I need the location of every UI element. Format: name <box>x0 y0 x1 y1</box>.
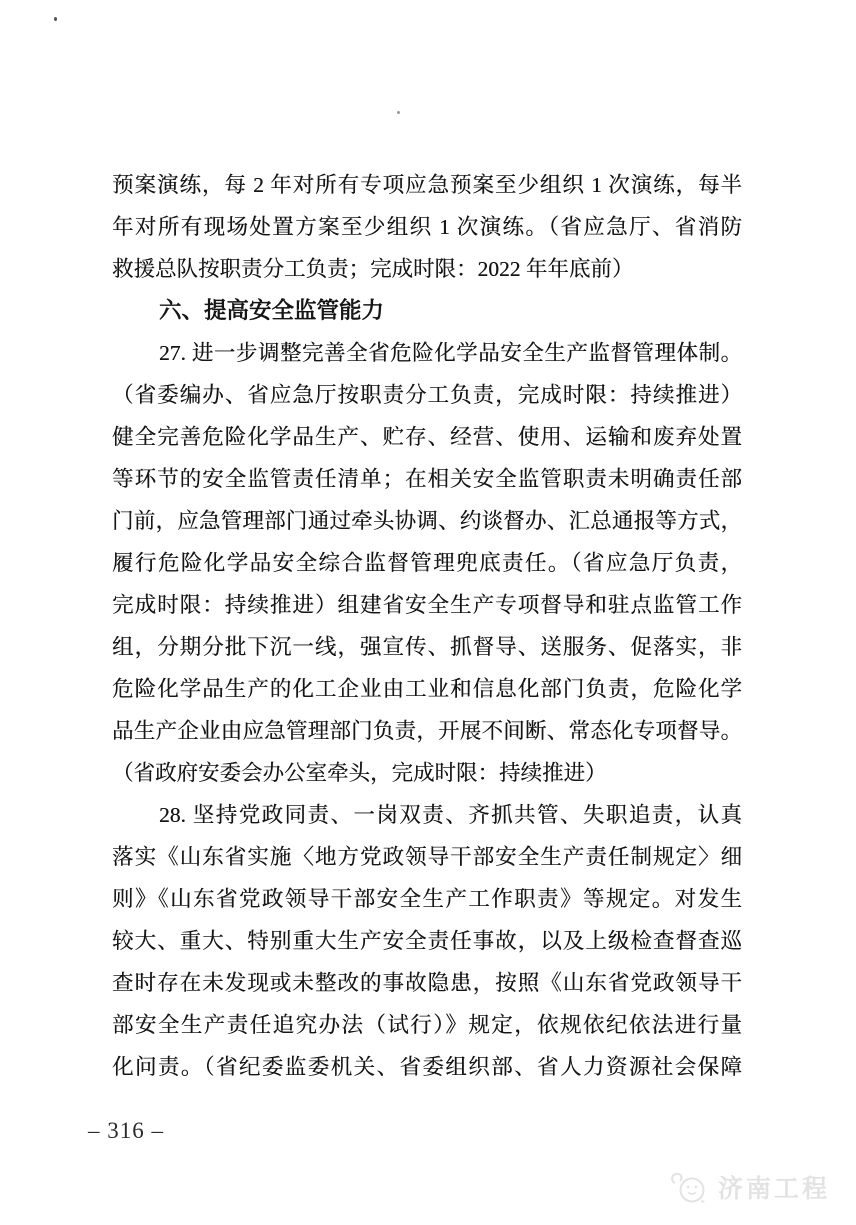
text-line: 等环节的安全监管责任清单；在相关安全监管职责未明确责任部 <box>112 467 742 491</box>
text-line: 较大、重大、特别重大生产安全责任事故，以及上级检查督查巡 <box>112 929 742 953</box>
text-line: 危险化学品生产的化工企业由工业和信息化部门负责，危险化学 <box>112 677 742 701</box>
text-line: 预案演练，每 2 年对所有专项应急预案至少组织 1 次演练，每半 <box>112 173 742 197</box>
text-line: 品生产企业由应急管理部门负责，开展不间断、常态化专项督导。 <box>112 719 742 743</box>
page-number: – 316 – <box>88 1118 164 1143</box>
text-line: 救援总队按职责分工负责；完成时限：2022 年年底前） <box>112 257 634 281</box>
scan-speck <box>397 111 400 114</box>
mascot-logo-icon <box>669 1169 709 1205</box>
text-line: 完成时限：持续推进）组建省安全生产专项督导和驻点监管工作 <box>112 593 742 617</box>
watermark <box>669 1169 830 1205</box>
text-line: 组，分期分批下沉一线，强宣传、抓督导、送服务、促落实，非 <box>112 635 742 659</box>
text-line: 年对所有现场处置方案至少组织 1 次演练。（省应急厅、省消防 <box>112 215 742 239</box>
text-line: 落实《山东省实施〈地方党政领导干部安全生产责任制规定〉细 <box>112 845 742 869</box>
document-body <box>112 164 742 1088</box>
scan-speck <box>54 17 57 21</box>
text-line: 27. 进一步调整完善全省危险化学品安全生产监督管理体制。 <box>159 341 742 365</box>
text-line: （省政府安委会办公室牵头，完成时限：持续推进） <box>112 761 607 785</box>
text-line: 查时存在未发现或未整改的事故隐患，按照《山东省党政领导干 <box>112 971 742 995</box>
text-line: 28. 坚持党政同责、一岗双责、齐抓共管、失职追责，认真 <box>159 803 742 827</box>
text-line: 部安全生产责任追究办法（试行）》规定，依规依纪依法进行量 <box>112 1013 742 1037</box>
watermark-text: 济南工程 <box>717 1175 830 1203</box>
text-line: （省委编办、省应急厅按职责分工负责，完成时限：持续推进） <box>112 383 742 407</box>
text-line: 则》《山东省党政领导干部安全生产工作职责》等规定。对发生 <box>112 887 742 911</box>
text-line: 健全完善危险化学品生产、贮存、经营、使用、运输和废弃处置 <box>112 425 742 449</box>
text-line: 化问责。（省纪委监委机关、省委组织部、省人力资源社会保障 <box>112 1055 742 1079</box>
section-heading: 六、提高安全监管能力 <box>159 298 385 323</box>
text-line: 门前，应急管理部门通过牵头协调、约谈督办、汇总通报等方式， <box>112 509 742 533</box>
text-line: 履行危险化学品安全综合监督管理兜底责任。（省应急厅负责， <box>112 551 742 575</box>
